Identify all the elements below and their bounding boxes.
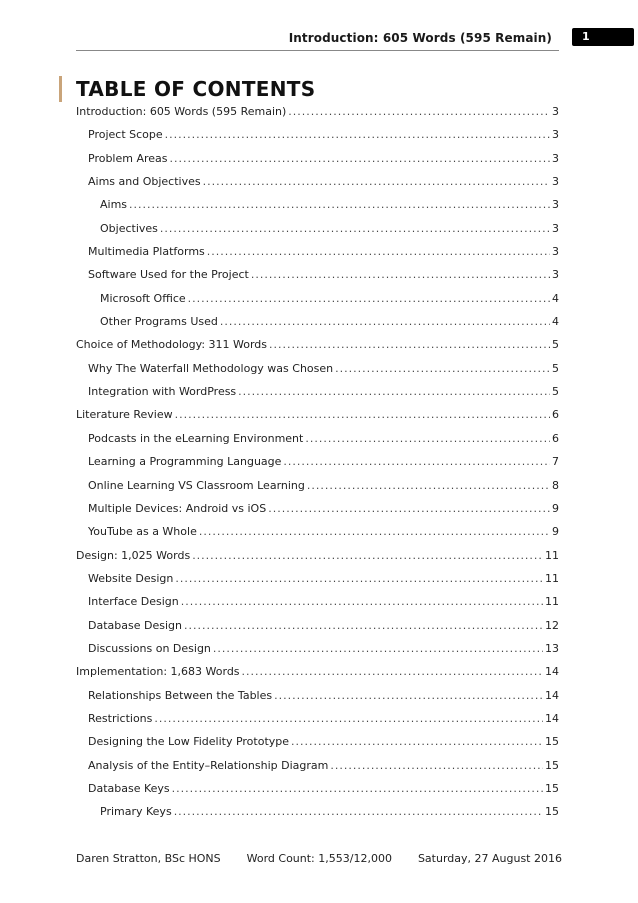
- toc-entry[interactable]: [76, 712, 559, 735]
- toc-entry-text: Introduction: 605 Words (595 Remain): [76, 105, 287, 118]
- toc-dot-leader: [213, 642, 543, 655]
- toc-entry-text: Design: 1,025 Words: [76, 548, 191, 562]
- toc-entry-text: Database Design: [88, 618, 182, 632]
- toc-entry-text: Restrictions: [88, 711, 153, 725]
- toc-entry[interactable]: [76, 432, 559, 455]
- toc-entry-page: 11: [545, 548, 559, 562]
- toc-entry[interactable]: [76, 105, 559, 128]
- toc-dot-leader: [199, 525, 550, 538]
- toc-entry[interactable]: [76, 572, 559, 595]
- toc-entry-page: 4: [552, 291, 559, 305]
- toc-entry[interactable]: [76, 128, 559, 151]
- footer-date: Saturday, 27 August 2016: [417, 852, 562, 865]
- toc-entry-page: 3: [552, 221, 559, 235]
- toc-entry[interactable]: [76, 268, 559, 291]
- toc-entry-text: Interface Design: [88, 595, 179, 609]
- toc-entry[interactable]: [76, 549, 559, 572]
- toc-entry[interactable]: [76, 222, 559, 245]
- toc-entry-text: Microsoft Office: [100, 291, 186, 305]
- toc-entry-text: Why The Waterfall Methodology was Chosen: [88, 361, 334, 375]
- toc-entry-text: Aims: [100, 198, 128, 212]
- footer-word-count: Word Count: 1,553/12,000: [246, 852, 392, 865]
- toc-entry-text: Integration with WordPress: [88, 385, 237, 399]
- toc-dot-leader: [268, 502, 550, 515]
- toc-dot-leader: [175, 408, 550, 421]
- toc-entry[interactable]: [76, 805, 559, 828]
- toc-entry-page: 11: [545, 595, 559, 609]
- toc-entry[interactable]: [76, 665, 559, 688]
- toc-dot-leader: [291, 735, 543, 748]
- toc-entry-text: Multiple Devices: Android vs iOS: [88, 501, 267, 515]
- toc-dot-leader: [288, 105, 550, 118]
- toc-entry[interactable]: [76, 782, 559, 805]
- toc-dot-leader: [184, 619, 543, 632]
- toc-dot-leader: [181, 595, 543, 608]
- toc-entry[interactable]: [76, 502, 559, 525]
- toc-dot-leader: [330, 759, 543, 772]
- page-number: 1: [582, 30, 590, 43]
- toc-dot-leader: [283, 455, 550, 468]
- title-accent-bar: [59, 76, 62, 102]
- toc-entry-page: 5: [552, 361, 559, 375]
- toc-entry-page: 6: [552, 431, 559, 445]
- toc-entry-page: 14: [545, 688, 559, 702]
- toc-entry[interactable]: [76, 152, 559, 175]
- toc-dot-leader: [160, 222, 550, 235]
- toc-dot-leader: [192, 549, 543, 562]
- toc-entry[interactable]: [76, 385, 559, 408]
- toc-entry[interactable]: [76, 175, 559, 198]
- toc-dot-leader: [335, 362, 550, 375]
- toc-entry-page: 15: [545, 805, 559, 819]
- page-number-badge: [572, 28, 634, 46]
- toc-entry-page: 9: [552, 525, 559, 539]
- toc-entry-page: 15: [545, 735, 559, 749]
- toc-entry-page: 3: [552, 128, 559, 142]
- toc-dot-leader: [305, 432, 550, 445]
- toc-entry[interactable]: [76, 479, 559, 502]
- toc-entry-text: Online Learning VS Classroom Learning: [88, 478, 305, 492]
- toc-dot-leader: [238, 385, 550, 398]
- table-of-contents: [76, 105, 559, 829]
- toc-entry[interactable]: [76, 689, 559, 712]
- toc-entry-text: Problem Areas: [88, 151, 168, 165]
- toc-entry-text: Literature Review: [76, 408, 173, 422]
- toc-dot-leader: [174, 805, 543, 818]
- toc-entry[interactable]: [76, 642, 559, 665]
- toc-entry-text: Discussions on Design: [88, 641, 211, 655]
- toc-dot-leader: [203, 175, 550, 188]
- toc-entry[interactable]: [76, 198, 559, 221]
- toc-entry-page: 3: [552, 198, 559, 212]
- toc-entry-page: 9: [552, 501, 559, 515]
- toc-entry[interactable]: [76, 525, 559, 548]
- toc-entry-text: Database Keys: [88, 781, 170, 795]
- toc-entry-page: 14: [545, 711, 559, 725]
- toc-title: TABLE OF CONTENTS: [76, 77, 316, 101]
- toc-entry[interactable]: [76, 735, 559, 758]
- header-divider: [76, 50, 559, 51]
- toc-dot-leader: [274, 689, 543, 702]
- toc-entry-page: 13: [545, 641, 559, 655]
- footer-author: Daren Stratton, BSc HONS: [76, 852, 221, 865]
- toc-entry-text: Multimedia Platforms: [88, 245, 205, 259]
- toc-entry[interactable]: [76, 362, 559, 385]
- toc-entry[interactable]: [76, 759, 559, 782]
- toc-entry-page: 4: [552, 315, 559, 329]
- toc-entry[interactable]: [76, 338, 559, 361]
- toc-entry-text: Podcasts in the eLearning Environment: [88, 431, 304, 445]
- toc-entry-text: Choice of Methodology: 311 Words: [76, 338, 268, 352]
- toc-dot-leader: [154, 712, 543, 725]
- toc-entry[interactable]: [76, 315, 559, 338]
- toc-dot-leader: [188, 292, 550, 305]
- toc-entry[interactable]: [76, 408, 559, 431]
- toc-entry-page: 14: [545, 665, 559, 679]
- toc-entry-text: Project Scope: [88, 128, 163, 142]
- toc-dot-leader: [242, 665, 543, 678]
- toc-entry[interactable]: [76, 455, 559, 478]
- toc-entry-page: 6: [552, 408, 559, 422]
- toc-entry-text: Implementation: 1,683 Words: [76, 665, 240, 679]
- toc-entry-page: 3: [552, 245, 559, 259]
- toc-entry-page: 3: [552, 175, 559, 189]
- toc-entry-text: Objectives: [100, 221, 158, 235]
- toc-entry-text: Analysis of the Entity–Relationship Diagram: [88, 758, 329, 772]
- toc-entry-text: Other Programs Used: [100, 315, 218, 329]
- toc-entry-page: 15: [545, 758, 559, 772]
- toc-dot-leader: [269, 338, 550, 351]
- toc-entry-page: 15: [545, 781, 559, 795]
- toc-entry-text: Designing the Low Fidelity Prototype: [88, 735, 290, 749]
- toc-dot-leader: [307, 479, 550, 492]
- toc-entry-page: 12: [545, 618, 559, 632]
- toc-entry-page: 3: [552, 268, 559, 282]
- toc-entry-page: 3: [552, 151, 559, 165]
- toc-dot-leader: [220, 315, 550, 328]
- toc-entry-page: 3: [552, 105, 559, 118]
- page-footer: [76, 852, 562, 865]
- toc-dot-leader: [129, 198, 550, 211]
- toc-entry-page: 11: [545, 571, 559, 585]
- toc-entry-text: Aims and Objectives: [88, 175, 201, 189]
- toc-entry-page: 8: [552, 478, 559, 492]
- toc-dot-leader: [251, 268, 550, 281]
- toc-entry-text: YouTube as a Whole: [88, 525, 197, 539]
- toc-entry[interactable]: [76, 619, 559, 642]
- toc-entry[interactable]: [76, 292, 559, 315]
- toc-dot-leader: [207, 245, 550, 258]
- toc-entry-text: Primary Keys: [100, 805, 172, 819]
- toc-entry[interactable]: [76, 245, 559, 268]
- toc-entry-text: Learning a Programming Language: [88, 455, 282, 469]
- toc-entry-page: 7: [552, 455, 559, 469]
- toc-dot-leader: [165, 128, 550, 141]
- toc-entry-text: Website Design: [88, 571, 174, 585]
- toc-dot-leader: [175, 572, 543, 585]
- toc-dot-leader: [172, 782, 543, 795]
- toc-entry[interactable]: [76, 595, 559, 618]
- toc-entry-text: Relationships Between the Tables: [88, 688, 273, 702]
- header-title: Introduction: 605 Words (595 Remain): [288, 31, 552, 45]
- toc-dot-leader: [170, 152, 550, 165]
- toc-entry-page: 5: [552, 338, 559, 352]
- toc-entry-page: 5: [552, 385, 559, 399]
- toc-entry-text: Software Used for the Project: [88, 268, 249, 282]
- page-header: [0, 28, 638, 50]
